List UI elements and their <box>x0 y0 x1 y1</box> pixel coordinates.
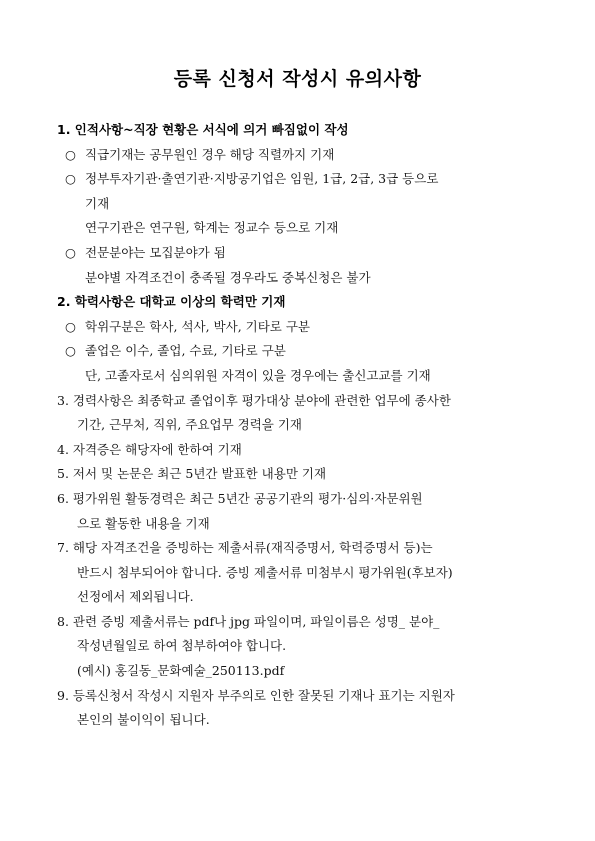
line-text: 6. 평가위원 활동경력은 최근 5년간 공공기관의 평가·심의·자문위원 <box>57 490 423 506</box>
continuation-line <box>57 659 547 684</box>
line-text: 4. 자격증은 해당자에 한하여 기재 <box>57 441 242 457</box>
continuation-line <box>57 585 547 610</box>
circle-bullet-icon: ○ <box>65 171 76 187</box>
line-text: 정부투자기관·출연기관·지방공기업은 임원, 1급, 2급, 3급 등으로 <box>85 171 439 187</box>
bullet-item <box>57 167 547 192</box>
bullet-item <box>57 339 547 364</box>
continuation-line <box>57 634 547 659</box>
section-heading <box>57 118 547 143</box>
circle-bullet-icon: ○ <box>65 146 76 162</box>
line-text: 단, 고졸자로서 심의위원 자격이 있을 경우에는 출신고교를 기재 <box>85 367 431 383</box>
line-text: 학위구분은 학사, 석사, 박사, 기타로 구분 <box>85 318 310 334</box>
line-text: 졸업은 이수, 졸업, 수료, 기타로 구분 <box>85 343 286 359</box>
line-text: 전문분야는 모집분야가 됨 <box>85 244 226 260</box>
numbered-item <box>57 684 547 709</box>
line-text: 5. 저서 및 논문은 최근 5년간 발표한 내용만 기재 <box>57 466 327 482</box>
continuation-line <box>57 216 547 241</box>
page-title: 등록 신청서 작성시 유의사항 <box>173 68 422 90</box>
line-text: 반드시 첨부되어야 합니다. 증빙 제출서류 미첨부시 평가위원(후보자) <box>77 564 453 580</box>
line-text: 분야별 자격조건이 충족될 경우라도 중복신청은 불가 <box>85 269 371 285</box>
bullet-item <box>57 315 547 340</box>
line-text: 으로 활동한 내용을 기재 <box>77 515 210 531</box>
numbered-item <box>57 487 547 512</box>
section-heading <box>57 290 547 315</box>
line-text: 선정에서 제외됩니다. <box>77 589 194 605</box>
line-text: (예시) 홍길동_문화예술_250113.pdf <box>77 663 285 679</box>
line-text: 작성년월일로 하여 첨부하여야 합니다. <box>77 638 287 654</box>
line-text: 9. 등록신청서 작성시 지원자 부주의로 인한 잘못된 기재나 표기는 지원자 <box>57 687 455 703</box>
continuation-line <box>57 364 547 389</box>
bullet-item <box>57 143 547 168</box>
line-text: 3. 경력사항은 최종학교 졸업이후 평가대상 분야에 관련한 업무에 종사한 <box>57 392 451 408</box>
continuation-line <box>57 266 547 291</box>
line-text: 기간, 근무처, 직위, 주요업무 경력을 기재 <box>77 417 302 433</box>
line-text: 1. 인적사항~직장 현황은 서식에 의거 빠짐없이 작성 <box>57 122 349 137</box>
line-text: 기재 <box>85 195 110 211</box>
line-text: 8. 관련 증빙 제출서류는 pdf나 jpg 파일이며, 파일이름은 성명_ 분야_ <box>57 613 440 629</box>
circle-bullet-icon: ○ <box>65 244 76 260</box>
bullet-item <box>57 241 547 266</box>
line-text: 직급기재는 공무원인 경우 해당 직렬까지 기재 <box>85 146 335 162</box>
numbered-item <box>57 536 547 561</box>
continuation-line <box>57 512 547 537</box>
circle-bullet-icon: ○ <box>65 318 76 334</box>
continuation-line <box>57 413 547 438</box>
numbered-item <box>57 389 547 414</box>
notes-list <box>57 118 547 733</box>
line-text: 연구기관은 연구원, 학계는 정교수 등으로 기재 <box>85 220 339 236</box>
numbered-item <box>57 462 547 487</box>
numbered-item <box>57 610 547 635</box>
line-text: 7. 해당 자격조건을 증빙하는 제출서류(재직증명서, 학력증명서 등)는 <box>57 540 433 556</box>
line-text: 본인의 불이익이 됩니다. <box>77 712 210 728</box>
continuation-line <box>57 561 547 586</box>
continuation-line <box>57 192 547 217</box>
line-text: 2. 학력사항은 대학교 이상의 학력만 기재 <box>57 294 286 310</box>
circle-bullet-icon: ○ <box>65 343 76 359</box>
numbered-item <box>57 438 547 463</box>
continuation-line <box>57 708 547 733</box>
